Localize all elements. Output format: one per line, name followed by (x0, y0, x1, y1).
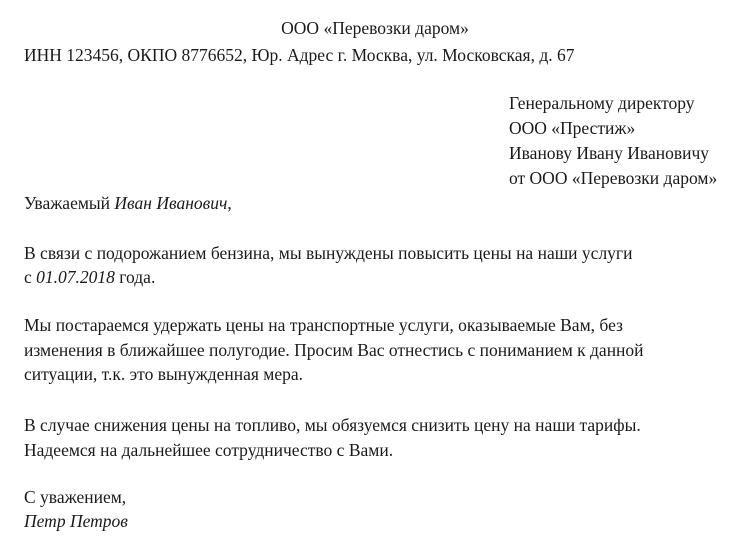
effective-date: 01.07.2018 (36, 267, 115, 287)
paragraph-line: Мы постараемся удержать цены на транспортные услуги, оказываемые Вам, без (24, 315, 623, 335)
addressee-line: от ООО «Перевозки даром» (509, 168, 718, 188)
addressee-line: Иванову Ивану Ивановичу (509, 143, 710, 163)
signature-name: Петр Петров (24, 511, 128, 531)
text: года. (114, 267, 156, 287)
greeting-suffix: , (227, 193, 232, 213)
paragraph-line: изменения в ближайшее полугодие. Просим Вас отнестись с пониманием к данной (24, 340, 644, 360)
greeting (24, 191, 232, 215)
addressee-line: Генеральному директору (509, 93, 695, 113)
paragraph-line: В связи с подорожанием бензина, мы вынуждены повысить цены на наши услуги (24, 243, 633, 263)
addressee-line: ООО «Престиж» (509, 118, 636, 138)
closing-salutation: С уважением, (24, 487, 127, 507)
paragraph-line: В случае снижения цены на топливо, мы обязуемся снизить цену на наши тарифы. (24, 415, 641, 435)
greeting-name: Иван Иванович (114, 193, 228, 213)
paragraph-line: ситуации, т.к. это вынужденная мера. (24, 364, 304, 384)
paragraph-line (24, 265, 155, 289)
company-title: ООО «Перевозки даром» (281, 18, 469, 38)
signature (24, 509, 128, 533)
company-requisites: ИНН 123456, ОКПО 8776652, Юр. Адрес г. Москва, ул. Московская, д. 67 (24, 45, 575, 65)
greeting-prefix: Уважаемый (24, 193, 115, 213)
paragraph-line: Надеемся на дальнейшее сотрудничество с Вами. (24, 440, 394, 460)
text: с (24, 267, 37, 287)
